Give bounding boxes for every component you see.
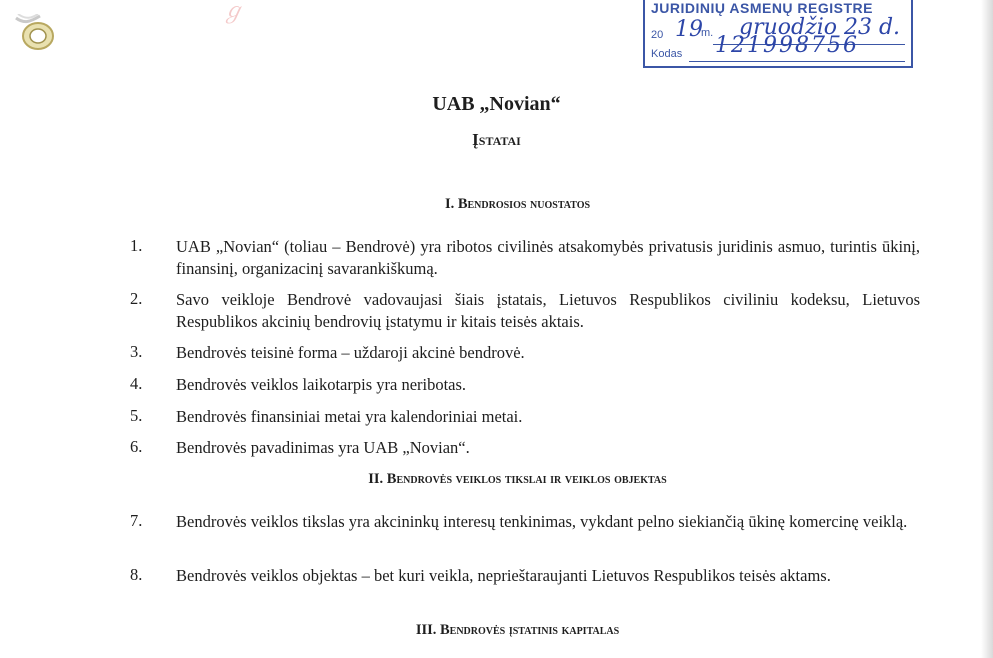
registry-stamp [643, 0, 913, 68]
clause-number: 1. [130, 236, 143, 255]
clause-number: 2. [130, 289, 143, 308]
company-title: UAB „Novian“ [432, 93, 561, 115]
clause-number: 3. [130, 342, 143, 361]
clause-number: 4. [130, 374, 143, 393]
stamp-code-handwritten: 121998756 [715, 33, 859, 58]
stamp-code-line [689, 61, 905, 62]
binder-ring-icon [14, 14, 56, 54]
section-title: I. Bendrosios nuostatos [444, 196, 591, 212]
clause-text: Bendrovės teisinė forma – uždaroji akcinė bendrovė. [176, 343, 525, 362]
clause-text: Bendrovės finansiniai metai yra kalendoriniai metai. [176, 407, 523, 426]
clause-number: 8. [130, 565, 143, 584]
clause-text: Savo veikloje Bendrovė vadovaujasi šiais įstatais, Lietuvos Respublikos civiliniu kodeksu, Lietuvos Respublikos akcinių bendrovių įstatymu ir kitais teisės aktais. [176, 290, 920, 331]
document-title: Įstatai [472, 130, 521, 149]
stamp-year-prefix: 20 [651, 29, 664, 41]
stamp-month-label: m. [701, 27, 714, 39]
stamp-date-handwritten: gruodžio 23 d. [739, 15, 901, 40]
faint-red-mark: ℊ [222, 0, 245, 23]
clause-number: 7. [130, 511, 143, 530]
clause-text: UAB „Novian“ (toliau – Bendrovė) yra ribotos civilinės atsakomybės privatusis juridinis asmuo, turintis ūkinį, finansinį, organizacinį savarankiškumą. [176, 237, 920, 278]
stamp-year-suffix: 19 [675, 17, 703, 42]
clause-text: Bendrovės veiklos objektas – bet kuri veikla, neprieštaraujanti Lietuvos Respublikos teisės aktams. [176, 566, 831, 585]
stamp-title: JURIDINIŲ ASMENŲ REGISTRE [651, 0, 874, 16]
section-title: III. Bendrovės įstatinis kapitalas [415, 622, 620, 638]
section-title: II. Bendrovės veiklos tikslai ir veiklos objektas [368, 471, 667, 487]
clause-number: 6. [130, 437, 143, 456]
clause-number: 5. [130, 406, 143, 425]
clause-text: Bendrovės pavadinimas yra UAB „Novian“. [176, 438, 470, 457]
clause-text: Bendrovės veiklos tikslas yra akcininkų interesų tenkinimas, vykdant pelno siekiančią ūkinę komercinę veiklą. [176, 512, 908, 531]
stamp-code-label: Kodas [651, 48, 683, 60]
clause-text: Bendrovės veiklos laikotarpis yra neribotas. [176, 375, 467, 394]
